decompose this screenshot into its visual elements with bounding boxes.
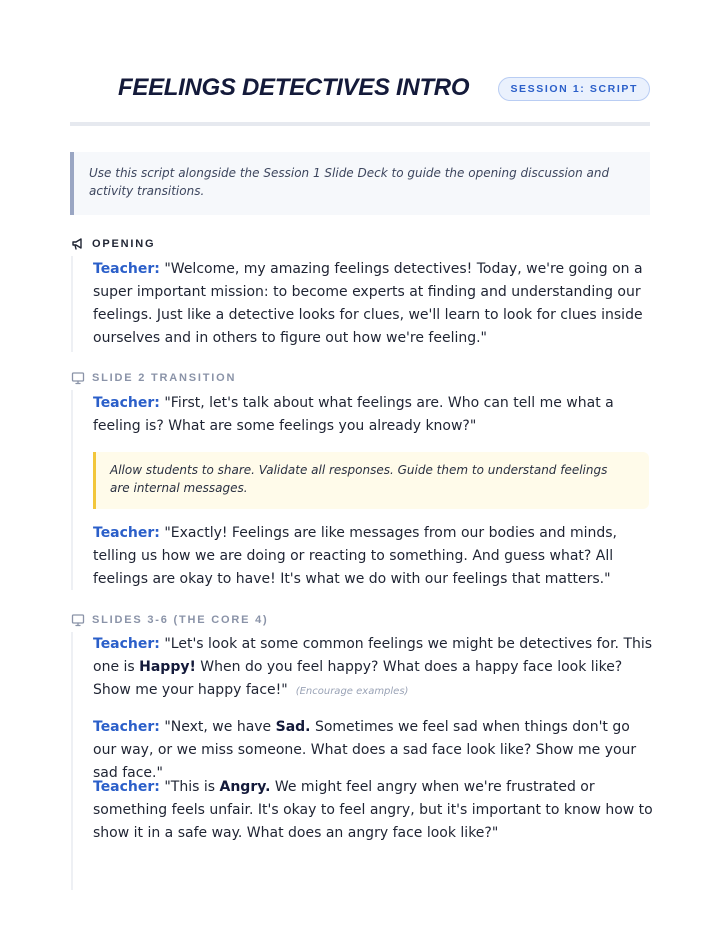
megaphone-icon — [71, 237, 85, 251]
script-text: "Welcome, my amazing feelings detectives! Today, we're going on a super important mission: to become experts at finding and understanding our feelings. Just like a detective looks for clues, we'll learn to look for clues inside ourselves and in others to figure out how we're feeling." — [93, 261, 643, 346]
section-label: SLIDES 3-6 (THE CORE 4) — [92, 614, 269, 626]
stage-direction: (Encourage examples) — [295, 686, 409, 697]
speaker-label: Teacher: — [93, 636, 160, 652]
section-rail-opening — [71, 256, 73, 352]
speaker-label: Teacher: — [93, 719, 160, 735]
section-rail-slides-3-6 — [71, 632, 73, 890]
feeling-name: Angry. — [219, 779, 271, 795]
feeling-name: Sad. — [275, 719, 311, 735]
script-text: "Let's look at some common feelings we might be detectives for. This one is — [93, 636, 653, 675]
script-text: We might feel angry when we're frustrated or something feels unfair. It's okay to feel angry, but it's important to know how to show it in a safe way. What does an angry face look like?" — [93, 779, 653, 841]
page-header — [70, 66, 650, 126]
feeling-name: Happy! — [139, 659, 196, 675]
script-text: "This is — [159, 779, 220, 795]
script-text: "First, let's talk about what feelings are. Who can tell me what a feeling is? What are some feelings you already know?" — [93, 395, 614, 434]
monitor-icon — [71, 371, 85, 385]
page-title: FEELINGS DETECTIVES INTRO — [118, 74, 470, 101]
section-label: SLIDE 2 TRANSITION — [92, 372, 237, 384]
speaker-label: Teacher: — [93, 261, 160, 277]
facilitator-tip: Allow students to share. Validate all responses. Guide them to understand feelings are internal messages. — [93, 452, 649, 509]
script-paragraph — [93, 776, 653, 845]
script-paragraph — [93, 392, 653, 438]
script-text: "Next, we have — [159, 719, 276, 735]
script-text: Sometimes we feel sad when things don't go our way, or we miss someone. What does a sad face look like? Show me your sad face." — [93, 719, 637, 781]
section-header-slides-3-6 — [71, 613, 268, 627]
section-header-slide-2 — [71, 371, 236, 385]
section-header-opening — [71, 237, 155, 251]
session-badge: SESSION 1: SCRIPT — [498, 77, 650, 101]
monitor-icon — [71, 613, 85, 627]
script-text: When do you feel happy? What does a happy face look like? Show me your happy face!" — [93, 659, 623, 698]
script-paragraph — [93, 716, 653, 785]
section-label: OPENING — [92, 238, 156, 250]
script-text: "Exactly! Feelings are like messages from our bodies and minds, telling us how we are doing or reacting to something. And guess what? All feelings are okay to have! It's what we do with our feelings that matters." — [93, 525, 618, 587]
speaker-label: Teacher: — [93, 525, 160, 541]
speaker-label: Teacher: — [93, 779, 160, 795]
script-paragraph — [93, 633, 653, 703]
script-paragraph — [93, 258, 653, 350]
section-rail-slide-2 — [71, 390, 73, 590]
speaker-label: Teacher: — [93, 395, 160, 411]
intro-note: Use this script alongside the Session 1 Slide Deck to guide the opening discussion and activity transitions. — [70, 152, 650, 215]
script-paragraph — [93, 522, 653, 591]
